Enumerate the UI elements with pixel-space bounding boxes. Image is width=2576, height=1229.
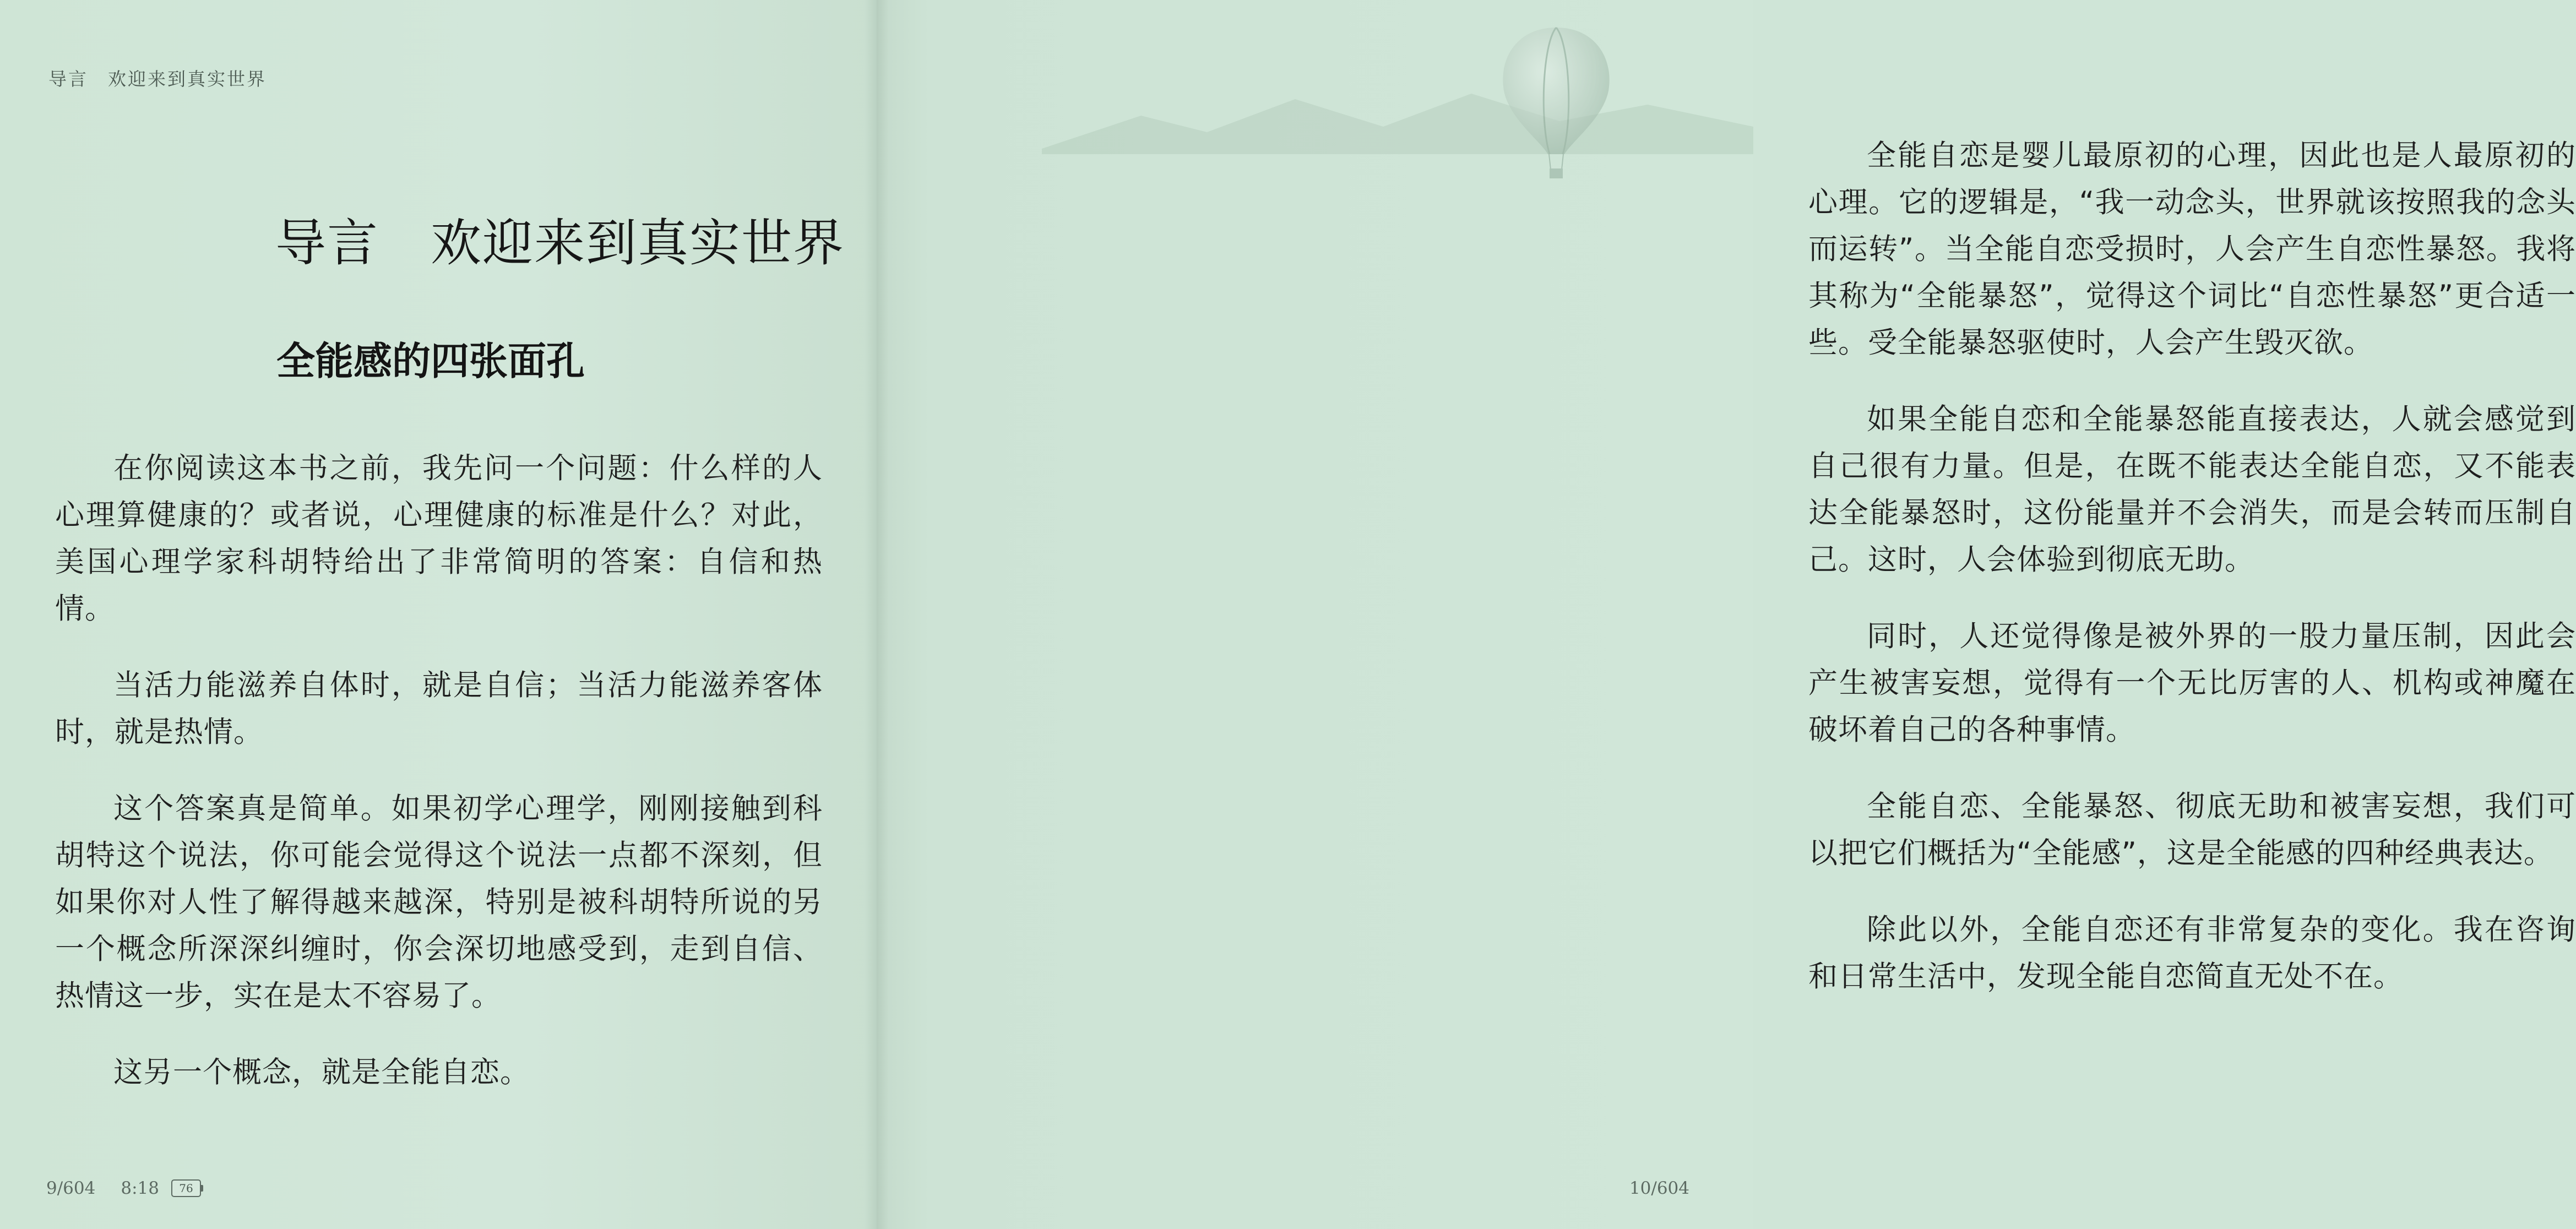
paragraph: 这个答案真是简单。如果初学心理学，刚刚接触到科胡特这个说法，你可能会觉得这个说法一点都不深刻，但如果你对人性了解得越来越深，特别是被科胡特所说的另一个概念所深深纠缠时，你会深切地感受到，走到自信、热情这一步，实在是太不容易了。 (55, 792, 823, 1013)
battery-tip (201, 1185, 203, 1192)
paragraph: 这另一个概念，就是全能自恋。 (113, 1056, 530, 1089)
page-number: 9/604 (46, 1178, 96, 1198)
paragraph: 如果全能自恋和全能暴怒能直接表达，人就会感觉到自己很有力量。但是，在既不能表达全能自恋，又不能表达全能暴怒时，这份能量并不会消失，而是会转而压制自己。这时，人会体验到彻底无助。 (1808, 403, 2576, 577)
mountain-background-image (1042, 66, 1753, 154)
left-page[interactable] (0, 0, 877, 1229)
paragraph: 同时，人还觉得像是被外界的一股力量压制，因此会产生被害妄想，觉得有一个无比厉害的人、机构或神魔在破坏着自己的各种事情。 (1808, 619, 2576, 747)
section-title: 全能感的四张面孔 (276, 339, 585, 384)
battery-level: 76 (171, 1179, 201, 1197)
left-page-body (55, 445, 823, 1125)
paragraph: 除此以外，全能自恋还有非常复杂的变化。我在咨询和日常生活中，发现全能自恋简直无处不在。 (1808, 913, 2576, 993)
paragraph: 当活力能滋养自体时，就是自信；当活力能滋养客体时，就是热情。 (55, 668, 823, 749)
left-footer (46, 1178, 203, 1198)
running-header: 导言 欢迎来到真实世界 (48, 68, 267, 90)
book-spine (865, 0, 889, 1229)
chapter-title: 导言 欢迎来到真实世界 (275, 214, 845, 273)
right-footer (1629, 1178, 1689, 1198)
paragraph: 全能自恋、全能暴怒、彻底无助和被害妄想，我们可以把它们概括为“全能感”，这是全能感的四种经典表达。 (1808, 790, 2576, 870)
right-page-body (1808, 132, 2576, 1030)
page-number: 10/604 (1629, 1178, 1689, 1198)
right-page[interactable] (877, 0, 2576, 1229)
hot-air-balloon-image (1496, 22, 1617, 187)
battery-icon (171, 1179, 203, 1197)
paragraph: 在你阅读这本书之前，我先问一个问题：什么样的人心理算健康的？或者说，心理健康的标准是什么？对此，美国心理学家科胡特给出了非常简明的答案：自信和热情。 (55, 452, 823, 626)
paragraph: 全能自恋是婴儿最原初的心理，因此也是人最原初的心理。它的逻辑是，“我一动念头，世界就该按照我的念头而运转”。当全能自恋受损时，人会产生自恋性暴怒。我将其称为“全能暴怒”，觉得这个词比“自恋性暴怒”更合适一些。受全能暴怒驱使时，人会产生毁灭欲。 (1808, 139, 2576, 360)
clock-time: 8:18 (121, 1178, 159, 1198)
